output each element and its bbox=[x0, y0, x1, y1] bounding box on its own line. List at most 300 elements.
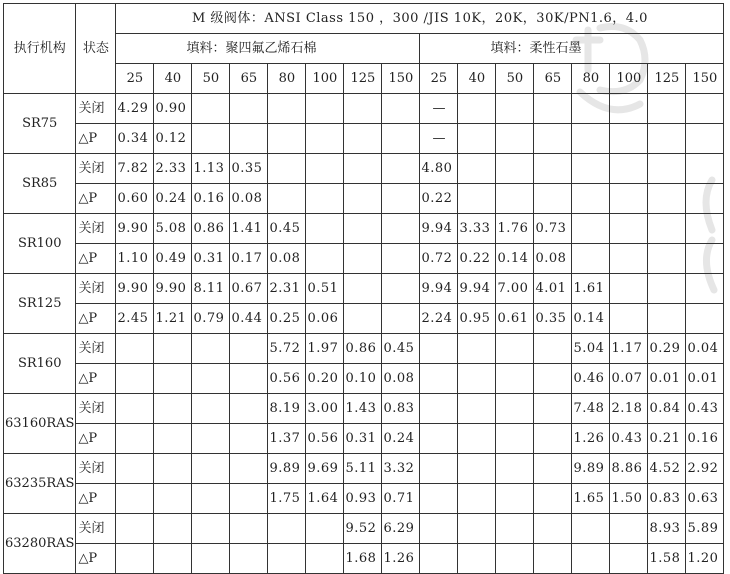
value-cell bbox=[420, 334, 458, 364]
value-cell: 1.65 bbox=[572, 484, 610, 514]
value-cell bbox=[572, 544, 610, 574]
value-cell bbox=[192, 364, 230, 394]
value-cell bbox=[610, 244, 648, 274]
actuator-name: 63235RAS bbox=[4, 454, 76, 514]
value-cell bbox=[344, 304, 382, 334]
value-cell bbox=[306, 514, 344, 544]
value-cell: 0.43 bbox=[686, 394, 724, 424]
value-cell bbox=[268, 184, 306, 214]
value-cell bbox=[116, 454, 154, 484]
value-cell: — bbox=[420, 94, 458, 124]
value-cell bbox=[458, 454, 496, 484]
value-cell bbox=[344, 184, 382, 214]
value-cell: 0.63 bbox=[686, 484, 724, 514]
value-cell: 0.21 bbox=[648, 424, 686, 454]
value-cell bbox=[116, 394, 154, 424]
value-cell: 1.21 bbox=[154, 304, 192, 334]
value-cell bbox=[534, 454, 572, 484]
value-cell bbox=[686, 154, 724, 184]
value-cell bbox=[192, 94, 230, 124]
value-cell: 3.00 bbox=[306, 394, 344, 424]
value-cell bbox=[534, 394, 572, 424]
value-cell: 0.12 bbox=[154, 124, 192, 154]
value-cell bbox=[534, 154, 572, 184]
value-cell bbox=[496, 364, 534, 394]
value-cell bbox=[458, 484, 496, 514]
value-cell bbox=[230, 454, 268, 484]
value-cell: 9.90 bbox=[116, 274, 154, 304]
value-cell bbox=[154, 334, 192, 364]
value-cell bbox=[192, 334, 230, 364]
value-cell bbox=[534, 484, 572, 514]
value-cell bbox=[534, 334, 572, 364]
value-cell: 2.92 bbox=[686, 454, 724, 484]
value-cell: 9.69 bbox=[306, 454, 344, 484]
value-cell: 0.95 bbox=[458, 304, 496, 334]
value-cell bbox=[306, 244, 344, 274]
value-cell: 0.61 bbox=[496, 304, 534, 334]
value-cell bbox=[116, 424, 154, 454]
value-cell bbox=[534, 94, 572, 124]
value-cell bbox=[572, 244, 610, 274]
value-cell: 0.60 bbox=[116, 184, 154, 214]
value-cell: 4.80 bbox=[420, 154, 458, 184]
value-cell bbox=[458, 94, 496, 124]
value-cell: 0.22 bbox=[420, 184, 458, 214]
value-cell bbox=[496, 424, 534, 454]
value-cell: 1.41 bbox=[230, 214, 268, 244]
value-cell: 3.33 bbox=[458, 214, 496, 244]
value-cell bbox=[420, 484, 458, 514]
value-cell bbox=[496, 334, 534, 364]
value-cell bbox=[496, 94, 534, 124]
value-cell: — bbox=[420, 124, 458, 154]
table-row bbox=[4, 394, 724, 424]
value-cell: 0.14 bbox=[496, 244, 534, 274]
value-cell bbox=[306, 124, 344, 154]
value-cell bbox=[648, 184, 686, 214]
value-cell: 1.26 bbox=[572, 424, 610, 454]
value-cell bbox=[458, 334, 496, 364]
size-header-cell: 65 bbox=[230, 64, 268, 94]
value-cell bbox=[496, 484, 534, 514]
value-cell bbox=[268, 124, 306, 154]
table-row bbox=[4, 304, 724, 334]
value-cell: 0.08 bbox=[230, 184, 268, 214]
value-cell bbox=[306, 154, 344, 184]
value-cell: 2.45 bbox=[116, 304, 154, 334]
value-cell: 0.08 bbox=[534, 244, 572, 274]
table-row bbox=[4, 424, 724, 454]
value-cell: 0.04 bbox=[686, 334, 724, 364]
value-cell bbox=[268, 94, 306, 124]
value-cell bbox=[230, 394, 268, 424]
table-row bbox=[4, 214, 724, 244]
value-cell bbox=[344, 124, 382, 154]
value-cell bbox=[382, 244, 420, 274]
value-cell: 7.00 bbox=[496, 274, 534, 304]
value-cell bbox=[458, 514, 496, 544]
value-cell: 0.90 bbox=[154, 94, 192, 124]
table-row bbox=[4, 274, 724, 304]
value-cell: 0.35 bbox=[230, 154, 268, 184]
state-closed-label: 关闭 bbox=[76, 274, 116, 304]
value-cell: 0.17 bbox=[230, 244, 268, 274]
state-dp-label: △P bbox=[76, 364, 116, 394]
value-cell: 0.20 bbox=[306, 364, 344, 394]
value-cell: 0.84 bbox=[648, 394, 686, 424]
value-cell: 9.52 bbox=[344, 514, 382, 544]
value-cell bbox=[306, 214, 344, 244]
value-cell bbox=[458, 364, 496, 394]
table-row bbox=[4, 154, 724, 184]
state-dp-label: △P bbox=[76, 424, 116, 454]
value-cell: 8.11 bbox=[192, 274, 230, 304]
table-row bbox=[4, 184, 724, 214]
value-cell bbox=[192, 124, 230, 154]
value-cell: 0.86 bbox=[192, 214, 230, 244]
value-cell: 0.83 bbox=[382, 394, 420, 424]
table-row bbox=[4, 334, 724, 364]
value-cell: 0.08 bbox=[268, 244, 306, 274]
torque-spec-table bbox=[3, 3, 724, 574]
value-cell: 0.35 bbox=[534, 304, 572, 334]
value-cell: 0.45 bbox=[382, 334, 420, 364]
value-cell: 5.89 bbox=[686, 514, 724, 544]
value-cell bbox=[496, 154, 534, 184]
value-cell bbox=[154, 544, 192, 574]
value-cell bbox=[572, 514, 610, 544]
value-cell bbox=[648, 214, 686, 244]
value-cell: 8.93 bbox=[648, 514, 686, 544]
value-cell bbox=[268, 154, 306, 184]
value-cell bbox=[648, 154, 686, 184]
value-cell: 2.31 bbox=[268, 274, 306, 304]
actuator-name: 63160RAS bbox=[4, 394, 76, 454]
value-cell bbox=[496, 514, 534, 544]
value-cell bbox=[382, 274, 420, 304]
header-row-body bbox=[4, 4, 724, 34]
value-cell bbox=[610, 304, 648, 334]
value-cell bbox=[648, 94, 686, 124]
state-dp-label: △P bbox=[76, 304, 116, 334]
value-cell: 0.22 bbox=[458, 244, 496, 274]
value-cell: 0.45 bbox=[268, 214, 306, 244]
table-row bbox=[4, 544, 724, 574]
value-cell: 0.79 bbox=[192, 304, 230, 334]
value-cell: 0.14 bbox=[572, 304, 610, 334]
value-cell bbox=[686, 94, 724, 124]
size-header-cell: 125 bbox=[344, 64, 382, 94]
value-cell bbox=[192, 544, 230, 574]
value-cell bbox=[458, 154, 496, 184]
value-cell bbox=[230, 334, 268, 364]
value-cell: 0.49 bbox=[154, 244, 192, 274]
value-cell: 1.64 bbox=[306, 484, 344, 514]
value-cell bbox=[192, 454, 230, 484]
value-cell: 0.72 bbox=[420, 244, 458, 274]
packing-graphite-label: 填料：柔性石墨 bbox=[420, 34, 724, 64]
value-cell bbox=[382, 94, 420, 124]
value-cell bbox=[534, 124, 572, 154]
size-header-cell: 150 bbox=[382, 64, 420, 94]
size-header-cell: 80 bbox=[268, 64, 306, 94]
value-cell bbox=[686, 244, 724, 274]
state-closed-label: 关闭 bbox=[76, 394, 116, 424]
value-cell bbox=[230, 544, 268, 574]
size-header-cell: 40 bbox=[154, 64, 192, 94]
value-cell bbox=[534, 184, 572, 214]
table-row bbox=[4, 364, 724, 394]
size-header-cell: 125 bbox=[648, 64, 686, 94]
value-cell bbox=[154, 514, 192, 544]
value-cell bbox=[572, 124, 610, 154]
value-cell: 1.10 bbox=[116, 244, 154, 274]
value-cell: 4.01 bbox=[534, 274, 572, 304]
value-cell: 7.82 bbox=[116, 154, 154, 184]
value-cell bbox=[420, 544, 458, 574]
value-cell: 0.83 bbox=[648, 484, 686, 514]
value-cell: 0.34 bbox=[116, 124, 154, 154]
value-cell: 0.08 bbox=[382, 364, 420, 394]
value-cell: 0.16 bbox=[686, 424, 724, 454]
value-cell: 2.33 bbox=[154, 154, 192, 184]
value-cell: 0.24 bbox=[154, 184, 192, 214]
value-cell bbox=[382, 214, 420, 244]
value-cell bbox=[686, 214, 724, 244]
value-cell: 0.01 bbox=[686, 364, 724, 394]
value-cell bbox=[610, 184, 648, 214]
value-cell bbox=[686, 304, 724, 334]
valve-body-title: M 级阀体：ANSI Class 150 ，300 /JIS 10K，20K，30K/PN1.6，4.0 bbox=[116, 4, 724, 34]
value-cell bbox=[458, 124, 496, 154]
value-cell: 0.71 bbox=[382, 484, 420, 514]
table-row bbox=[4, 94, 724, 124]
size-header-cell: 25 bbox=[420, 64, 458, 94]
value-cell bbox=[116, 364, 154, 394]
value-cell: 5.08 bbox=[154, 214, 192, 244]
value-cell bbox=[610, 124, 648, 154]
value-cell: 1.37 bbox=[268, 424, 306, 454]
value-cell bbox=[116, 544, 154, 574]
value-cell bbox=[344, 244, 382, 274]
value-cell bbox=[382, 124, 420, 154]
value-cell: 1.50 bbox=[610, 484, 648, 514]
value-cell bbox=[230, 124, 268, 154]
value-cell: 9.94 bbox=[420, 214, 458, 244]
value-cell bbox=[534, 514, 572, 544]
value-cell: 1.17 bbox=[610, 334, 648, 364]
value-cell: 8.86 bbox=[610, 454, 648, 484]
value-cell: 0.31 bbox=[344, 424, 382, 454]
value-cell bbox=[496, 124, 534, 154]
value-cell bbox=[154, 424, 192, 454]
value-cell: 9.89 bbox=[572, 454, 610, 484]
state-closed-label: 关闭 bbox=[76, 214, 116, 244]
value-cell bbox=[344, 154, 382, 184]
value-cell bbox=[420, 514, 458, 544]
value-cell bbox=[610, 94, 648, 124]
value-cell: 1.26 bbox=[382, 544, 420, 574]
value-cell: 0.10 bbox=[344, 364, 382, 394]
value-cell: 0.93 bbox=[344, 484, 382, 514]
value-cell bbox=[344, 274, 382, 304]
value-cell bbox=[534, 544, 572, 574]
value-cell: 9.94 bbox=[458, 274, 496, 304]
value-cell bbox=[686, 274, 724, 304]
value-cell: 0.16 bbox=[192, 184, 230, 214]
value-cell: 4.52 bbox=[648, 454, 686, 484]
state-closed-label: 关闭 bbox=[76, 154, 116, 184]
value-cell bbox=[572, 154, 610, 184]
value-cell bbox=[534, 424, 572, 454]
value-cell bbox=[116, 334, 154, 364]
packing-ptfe-label: 填料：聚四氟乙烯石棉 bbox=[116, 34, 420, 64]
size-header-cell: 40 bbox=[458, 64, 496, 94]
value-cell bbox=[458, 424, 496, 454]
value-cell: 2.24 bbox=[420, 304, 458, 334]
size-header-cell: 25 bbox=[116, 64, 154, 94]
value-cell: 0.67 bbox=[230, 274, 268, 304]
value-cell bbox=[458, 184, 496, 214]
value-cell bbox=[116, 514, 154, 544]
value-cell: 9.89 bbox=[268, 454, 306, 484]
value-cell: 5.72 bbox=[268, 334, 306, 364]
state-dp-label: △P bbox=[76, 544, 116, 574]
value-cell bbox=[382, 184, 420, 214]
size-header-cell: 50 bbox=[496, 64, 534, 94]
value-cell: 9.94 bbox=[420, 274, 458, 304]
actuator-name: SR85 bbox=[4, 154, 76, 214]
value-cell bbox=[116, 484, 154, 514]
value-cell bbox=[268, 514, 306, 544]
size-header-cell: 100 bbox=[306, 64, 344, 94]
value-cell bbox=[610, 274, 648, 304]
value-cell bbox=[648, 124, 686, 154]
state-dp-label: △P bbox=[76, 184, 116, 214]
value-cell bbox=[382, 304, 420, 334]
actuator-header: 执行机构 bbox=[4, 4, 76, 94]
value-cell: 1.43 bbox=[344, 394, 382, 424]
value-cell: 1.61 bbox=[572, 274, 610, 304]
value-cell bbox=[648, 274, 686, 304]
size-header-cell: 50 bbox=[192, 64, 230, 94]
size-header-cell: 100 bbox=[610, 64, 648, 94]
value-cell: 0.51 bbox=[306, 274, 344, 304]
value-cell bbox=[648, 244, 686, 274]
value-cell bbox=[648, 304, 686, 334]
state-closed-label: 关闭 bbox=[76, 94, 116, 124]
value-cell bbox=[154, 454, 192, 484]
value-cell: 3.32 bbox=[382, 454, 420, 484]
value-cell bbox=[344, 214, 382, 244]
value-cell: 0.46 bbox=[572, 364, 610, 394]
value-cell: 0.25 bbox=[268, 304, 306, 334]
value-cell bbox=[306, 94, 344, 124]
value-cell: 0.07 bbox=[610, 364, 648, 394]
value-cell bbox=[496, 184, 534, 214]
value-cell bbox=[610, 514, 648, 544]
value-cell: 2.18 bbox=[610, 394, 648, 424]
value-cell bbox=[496, 394, 534, 424]
value-cell bbox=[572, 214, 610, 244]
value-cell bbox=[154, 484, 192, 514]
value-cell: 0.06 bbox=[306, 304, 344, 334]
size-header-cell: 80 bbox=[572, 64, 610, 94]
value-cell: 8.19 bbox=[268, 394, 306, 424]
value-cell: 1.68 bbox=[344, 544, 382, 574]
value-cell bbox=[420, 454, 458, 484]
value-cell bbox=[230, 364, 268, 394]
table-row bbox=[4, 454, 724, 484]
value-cell bbox=[458, 394, 496, 424]
value-cell: 0.29 bbox=[648, 334, 686, 364]
state-dp-label: △P bbox=[76, 244, 116, 274]
size-header-cell: 150 bbox=[686, 64, 724, 94]
value-cell bbox=[458, 544, 496, 574]
size-header-cell: 65 bbox=[534, 64, 572, 94]
state-closed-label: 关闭 bbox=[76, 454, 116, 484]
actuator-name: SR75 bbox=[4, 94, 76, 154]
value-cell: 1.97 bbox=[306, 334, 344, 364]
value-cell bbox=[268, 544, 306, 574]
value-cell bbox=[230, 484, 268, 514]
state-closed-label: 关闭 bbox=[76, 334, 116, 364]
value-cell: 1.76 bbox=[496, 214, 534, 244]
state-closed-label: 关闭 bbox=[76, 514, 116, 544]
value-cell bbox=[420, 394, 458, 424]
value-cell: 1.75 bbox=[268, 484, 306, 514]
value-cell bbox=[230, 514, 268, 544]
value-cell: 0.44 bbox=[230, 304, 268, 334]
value-cell: 0.73 bbox=[534, 214, 572, 244]
value-cell: 1.20 bbox=[686, 544, 724, 574]
value-cell bbox=[686, 184, 724, 214]
table-row bbox=[4, 514, 724, 544]
value-cell bbox=[154, 394, 192, 424]
table-row bbox=[4, 124, 724, 154]
value-cell: 0.56 bbox=[306, 424, 344, 454]
value-cell bbox=[610, 214, 648, 244]
value-cell bbox=[192, 394, 230, 424]
table-row bbox=[4, 484, 724, 514]
value-cell: 6.29 bbox=[382, 514, 420, 544]
value-cell bbox=[192, 484, 230, 514]
value-cell: 0.01 bbox=[648, 364, 686, 394]
value-cell: 0.56 bbox=[268, 364, 306, 394]
value-cell bbox=[610, 154, 648, 184]
state-header: 状态 bbox=[76, 4, 116, 94]
value-cell bbox=[686, 124, 724, 154]
value-cell bbox=[306, 184, 344, 214]
value-cell bbox=[344, 94, 382, 124]
value-cell: 7.48 bbox=[572, 394, 610, 424]
value-cell bbox=[610, 544, 648, 574]
value-cell bbox=[230, 424, 268, 454]
value-cell: 5.04 bbox=[572, 334, 610, 364]
value-cell bbox=[496, 454, 534, 484]
value-cell: 0.24 bbox=[382, 424, 420, 454]
value-cell: 9.90 bbox=[116, 214, 154, 244]
value-cell bbox=[572, 184, 610, 214]
table-row bbox=[4, 244, 724, 274]
actuator-name: SR160 bbox=[4, 334, 76, 394]
value-cell: 0.31 bbox=[192, 244, 230, 274]
value-cell: 1.13 bbox=[192, 154, 230, 184]
actuator-name: 63280RAS bbox=[4, 514, 76, 574]
actuator-name: SR125 bbox=[4, 274, 76, 334]
value-cell bbox=[306, 544, 344, 574]
